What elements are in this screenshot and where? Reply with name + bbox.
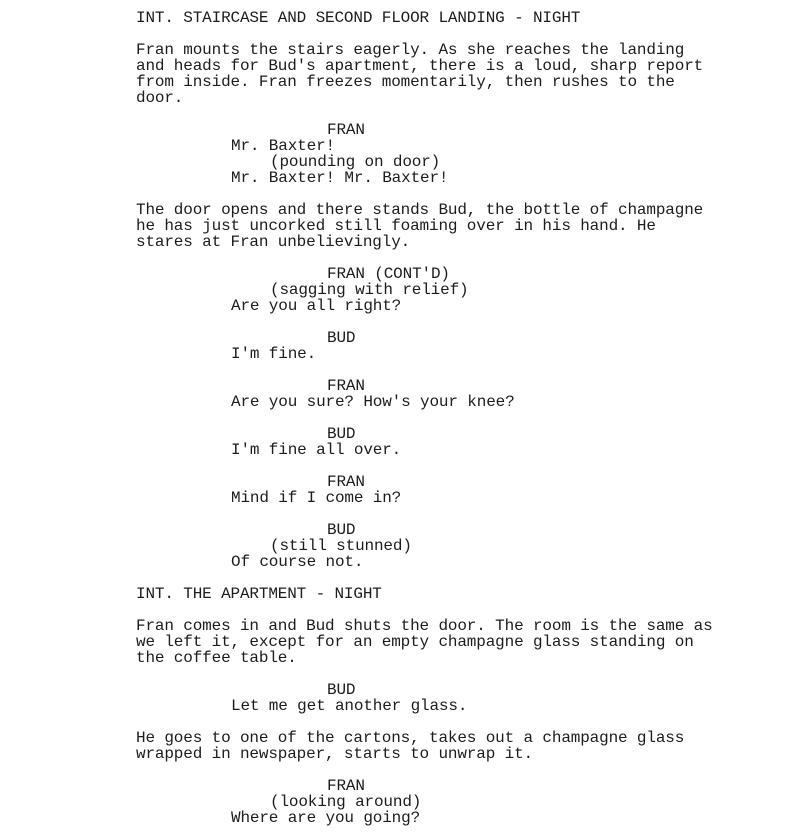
dialogue-line: Of course not.	[231, 553, 364, 571]
action-line: and heads for Bud's apartment, there is a loud, sharp report	[136, 57, 704, 75]
dialogue-line: Let me get another glass.	[231, 697, 468, 715]
action-block	[136, 618, 780, 666]
action-line: The door opens and there stands Bud, the bottle of champagne	[136, 201, 704, 219]
character-name: BUD	[327, 521, 356, 539]
dialogue-block	[136, 266, 780, 314]
dialogue-line: Mr. Baxter!	[231, 137, 335, 155]
dialogue-block	[136, 522, 780, 570]
action-block	[136, 42, 780, 106]
character-name: FRAN (CONT'D)	[327, 265, 450, 283]
dialogue-block	[136, 682, 780, 714]
parenthetical: (sagging with relief)	[270, 281, 469, 299]
action-line: He goes to one of the cartons, takes out a champagne glass	[136, 729, 685, 747]
action-block	[136, 730, 780, 762]
dialogue-line: I'm fine.	[231, 345, 317, 363]
parenthetical: (looking around)	[270, 793, 422, 811]
dialogue-block	[136, 378, 780, 410]
character-name: FRAN	[327, 121, 365, 139]
action-line: stares at Fran unbelievingly.	[136, 233, 411, 251]
character-name: BUD	[327, 329, 356, 347]
dialogue-line: Mr. Baxter! Mr. Baxter!	[231, 169, 449, 187]
scene-block	[136, 10, 780, 26]
character-name: BUD	[327, 681, 356, 699]
character-name: FRAN	[327, 777, 365, 795]
parenthetical: (still stunned)	[270, 537, 412, 555]
action-line: we left it, except for an empty champagne glass standing on	[136, 633, 694, 651]
dialogue-line: Where are you going?	[231, 809, 421, 827]
character-name: FRAN	[327, 377, 365, 395]
scene-heading: INT. THE APARTMENT - NIGHT	[136, 585, 382, 603]
action-line: from inside. Fran freezes momentarily, then rushes to the	[136, 73, 675, 91]
dialogue-line: I'm fine all over.	[231, 441, 402, 459]
scene-block	[136, 586, 780, 602]
parenthetical: (pounding on door)	[270, 153, 441, 171]
dialogue-block	[136, 426, 780, 458]
action-line: he has just uncorked still foaming over in his hand. He	[136, 217, 656, 235]
action-line: wrapped in newspaper, starts to unwrap it.	[136, 745, 533, 763]
dialogue-block	[136, 122, 780, 186]
dialogue-block	[136, 474, 780, 506]
action-line: door.	[136, 89, 184, 107]
dialogue-line: Are you all right?	[231, 297, 402, 315]
action-line: the coffee table.	[136, 649, 297, 667]
action-line: Fran mounts the stairs eagerly. As she reaches the landing	[136, 41, 685, 59]
scene-heading: INT. STAIRCASE AND SECOND FLOOR LANDING - NIGHT	[136, 9, 581, 27]
dialogue-line: Mind if I come in?	[231, 489, 402, 507]
character-name: FRAN	[327, 473, 365, 491]
dialogue-block	[136, 778, 780, 826]
action-block	[136, 202, 780, 250]
dialogue-block	[136, 330, 780, 362]
dialogue-line: Are you sure? How's your knee?	[231, 393, 515, 411]
action-line: Fran comes in and Bud shuts the door. The room is the same as	[136, 617, 713, 635]
character-name: BUD	[327, 425, 356, 443]
